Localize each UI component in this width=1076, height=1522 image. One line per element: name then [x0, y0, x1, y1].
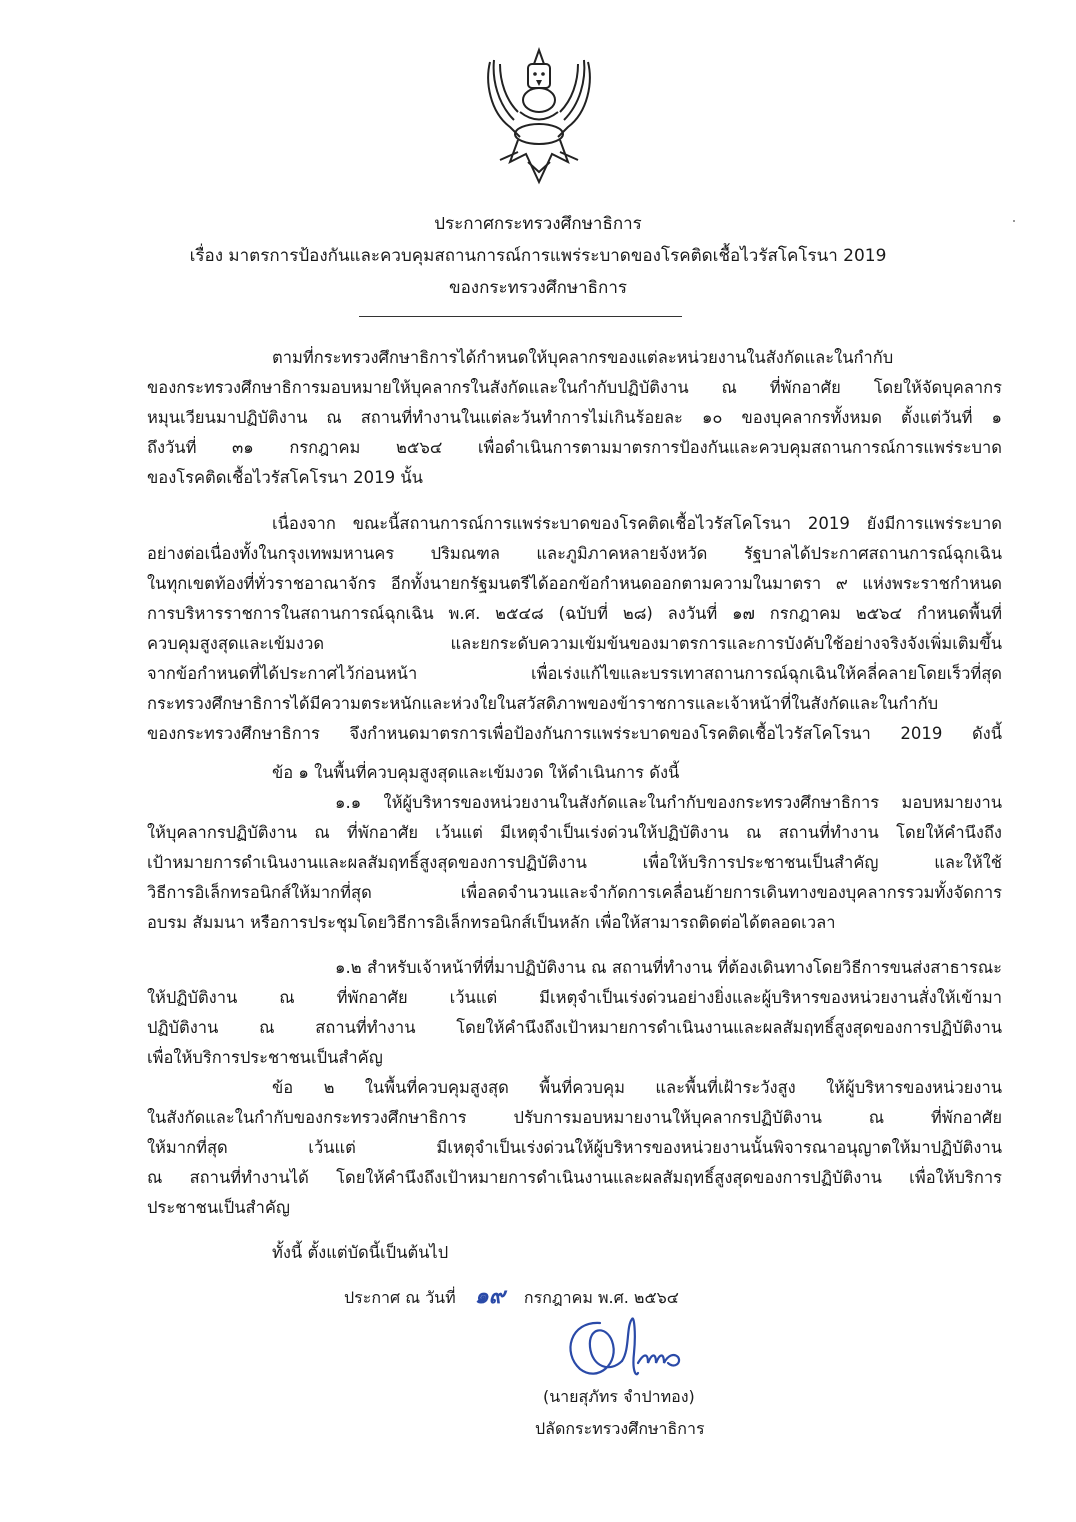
effective-statement: ทั้งนี้ ตั้งแต่บัดนี้เป็นต้นไป — [272, 1243, 449, 1262]
clause-2-line: ข้อ ๒ ในพื้นที่ควบคุมสูงสุด พื้นที่ควบคุม และพื้นที่เฝ้าระวังสูง ให้ผู้บริหารของหน่วยงาน — [272, 1078, 1002, 1097]
garuda-emblem-icon — [480, 42, 598, 192]
clause-1-1-line: ให้บุคลากรปฏิบัติงาน ณ ที่พักอาศัย เว้นแต่ มีเหตุจำเป็นเร่งด่วนให้ปฏิบัติงาน ณ สถานที่ทำงาน โดยให้คำนึงถึง — [147, 823, 1002, 842]
clause-1-2-line: ปฏิบัติงาน ณ สถานที่ทำงาน โดยให้คำนึงถึงเป้าหมายการดำเนินงานและผลสัมฤทธิ์สูงสุดของการปฏิบัติงาน — [147, 1018, 1002, 1037]
announced-prefix: ประกาศ ณ วันที่ — [344, 1288, 456, 1307]
paragraph-2-line: เนื่องจาก ขณะนี้สถานการณ์การแพร่ระบาดของโรคติดเชื้อไวรัสโคโรนา 2019 ยังมีการแพร่ระบาด — [272, 514, 1002, 533]
clause-1-2-line: ให้ปฏิบัติงาน ณ ที่พักอาศัย เว้นแต่ มีเหตุจำเป็นเร่งด่วนอย่างยิ่งและผู้บริหารของหน่วยงานสั่งให้เข้ามา — [147, 988, 1002, 1007]
announcement-subject: เรื่อง มาตรการป้องกันและควบคุมสถานการณ์การแพร่ระบาดของโรคติดเชื้อไวรัสโคโรนา 2019 — [189, 246, 887, 266]
signer-title: ปลัดกระทรวงศึกษาธิการ — [535, 1419, 705, 1438]
scan-speck — [1013, 220, 1015, 222]
paragraph-1-line: ของโรคติดเชื้อไวรัสโคโรนา 2019 นั้น — [147, 468, 423, 487]
paragraph-2-line: อย่างต่อเนื่องทั้งในกรุงเทพมหานคร ปริมณฑล และภูมิภาคหลายจังหวัด รัฐบาลได้ประกาศสถานการณ์ฉุกเฉิน — [147, 544, 1002, 563]
clause-1-heading: ข้อ ๑ ในพื้นที่ควบคุมสูงสุดและเข้มงวด ให้ดำเนินการ ดังนี้ — [272, 763, 680, 782]
clause-1-2-line: ๑.๒ สำหรับเจ้าหน้าที่ที่มาปฏิบัติงาน ณ สถานที่ทำงาน ที่ต้องเดินทางโดยวิธีการขนส่งสาธารณะ — [335, 958, 1002, 977]
paragraph-2-line: ในทุกเขตท้องที่ทั่วราชอาณาจักร อีกทั้งนายกรัฐมนตรีได้ออกข้อกำหนดออกตามความในมาตรา ๙ แห่งพระราชกำหนด — [147, 574, 1002, 593]
paragraph-2-line: ของกระทรวงศึกษาธิการ จึงกำหนดมาตรการเพื่อป้องกันการแพร่ระบาดของโรคติดเชื้อไวรัสโคโรนา 2019 ดังนี้ — [147, 724, 1002, 743]
clause-1-2-line: เพื่อให้บริการประชาชนเป็นสำคัญ — [147, 1048, 383, 1067]
paragraph-2-line: การบริหารราชการในสถานการณ์ฉุกเฉิน พ.ศ. ๒๕๔๘ (ฉบับที่ ๒๘) ลงวันที่ ๑๗ กรกฎาคม ๒๕๖๔ กำหนดพื้นที่ — [147, 604, 1002, 623]
announcement-subject-cont: ของกระทรวงศึกษาธิการ — [448, 278, 628, 298]
announcement-date — [344, 1284, 679, 1309]
paragraph-1-line: ตามที่กระทรวงศึกษาธิการได้กำหนดให้บุคลากรของแต่ละหน่วยงานในสังกัดและในกำกับ — [272, 348, 894, 367]
clause-2-line: ในสังกัดและในกำกับของกระทรวงศึกษาธิการ ปรับการมอบหมายงานให้บุคลากรปฏิบัติงาน ณ ที่พักอาศัย — [147, 1108, 1002, 1127]
clause-2-line: ประชาชนเป็นสำคัญ — [147, 1198, 290, 1217]
paragraph-2-line: จากข้อกำหนดที่ได้ประกาศไว้ก่อนหน้า เพื่อเร่งแก้ไขและบรรเทาสถานการณ์ฉุกเฉินให้คลี่คลายโดยเร็วที่สุด — [147, 664, 1002, 683]
clause-1-1-line: ๑.๑ ให้ผู้บริหารของหน่วยงานในสังกัดและในกำกับของกระทรวงศึกษาธิการ มอบหมายงาน — [335, 793, 1002, 812]
signature-icon — [560, 1313, 720, 1379]
paragraph-1-line: ถึงวันที่ ๓๑ กรกฎาคม ๒๕๖๔ เพื่อดำเนินการตามมาตรการป้องกันและควบคุมสถานการณ์การแพร่ระบาด — [147, 438, 1002, 457]
signer-name: (นายสุภัทร จำปาทอง) — [543, 1387, 695, 1406]
paragraph-2-line: ควบคุมสูงสุดและเข้มงวด และยกระดับความเข้มข้นของมาตรการและการบังคับใช้อย่างจริงจังเพิ่มเติมขึ้น — [147, 634, 1002, 653]
announcement-title: ประกาศกระทรวงศึกษาธิการ — [434, 214, 642, 234]
clause-2-line: ให้มากที่สุด เว้นแต่ มีเหตุจำเป็นเร่งด่วนให้ผู้บริหารของหน่วยงานนั้นพิจารณาอนุญาตให้มาปฏิบัติงาน — [147, 1138, 1002, 1157]
title-divider — [359, 316, 682, 317]
clause-2-line: ณ สถานที่ทำงานได้ โดยให้คำนึงถึงเป้าหมายการดำเนินงานและผลสัมฤทธิ์สูงสุดของการปฏิบัติงาน เพื่อให้บริการ — [147, 1168, 1002, 1187]
handwritten-day: ๑๙ — [474, 1284, 505, 1309]
month-year: กรกฎาคม พ.ศ. ๒๕๖๔ — [523, 1288, 679, 1307]
clause-1-1-line: อบรม สัมมนา หรือการประชุมโดยวิธีการอิเล็กทรอนิกส์เป็นหลัก เพื่อให้สามารถติดต่อได้ตลอดเวลา — [147, 913, 836, 932]
paragraph-1-line: ของกระทรวงศึกษาธิการมอบหมายให้บุคลากรในสังกัดและในกำกับปฏิบัติงาน ณ ที่พักอาศัย โดยให้จัดบุคลากร — [147, 378, 1002, 397]
clause-1-1-line: เป้าหมายการดำเนินงานและผลสัมฤทธิ์สูงสุดของการปฏิบัติงาน เพื่อให้บริการประชาชนเป็นสำคัญ และให้ใช้ — [147, 853, 1002, 872]
paragraph-1-line: หมุนเวียนมาปฏิบัติงาน ณ สถานที่ทำงานในแต่ละวันทำการไม่เกินร้อยละ ๑๐ ของบุคลากรทั้งหมด ตั้งแต่วันที่ ๑ — [147, 408, 1002, 427]
paragraph-2-line: กระทรวงศึกษาธิการได้มีความตระหนักและห่วงใยในสวัสดิภาพของข้าราชการและเจ้าหน้าที่ในสังกัดและในกำกับ — [147, 694, 939, 713]
clause-1-1-line: วิธีการอิเล็กทรอนิกส์ให้มากที่สุด เพื่อลดจำนวนและจำกัดการเคลื่อนย้ายการเดินทางของบุคลากรรวมทั้งจัดการ — [147, 883, 1002, 902]
